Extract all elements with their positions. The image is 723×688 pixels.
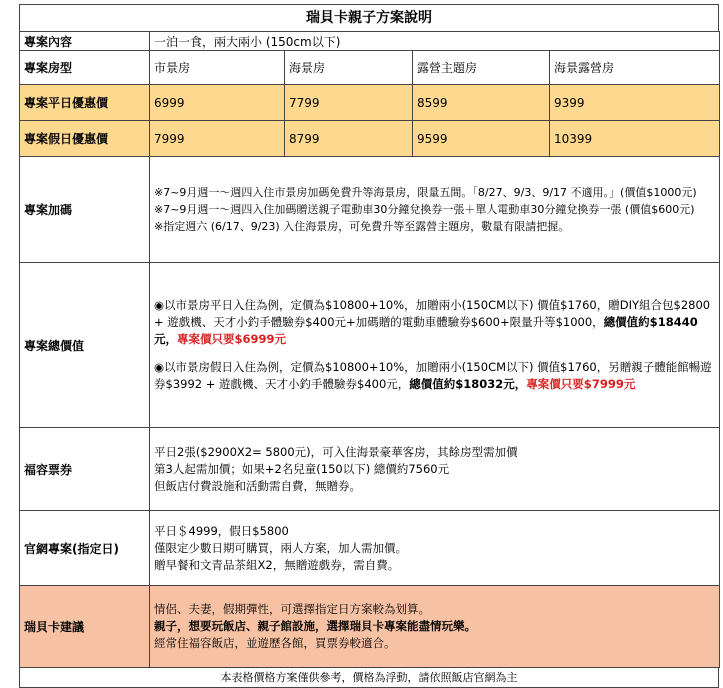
room-type-sea: 海景房 [285, 51, 413, 85]
coupon-row [20, 428, 720, 511]
room-label: 專案房型 [20, 51, 150, 85]
advice-line-2: 親子，想要玩飯店、親子館設施，選擇瑞貝卡專案能盡情玩樂。 [154, 619, 476, 633]
content-label: 專案內容 [20, 32, 150, 51]
holiday-price-city: 7999 [150, 121, 285, 157]
addon-details [150, 157, 720, 263]
sheet-title: 瑞貝卡親子方案說明 [19, 4, 719, 31]
official-plan-label: 官網專案(指定日) [20, 511, 150, 586]
total-weekday-paragraph [154, 297, 715, 348]
weekday-price-row [20, 85, 720, 121]
holiday-price-camping: 9599 [413, 121, 550, 157]
content-row [20, 32, 720, 51]
addon-row [20, 157, 720, 263]
room-type-city: 市景房 [150, 51, 285, 85]
addon-line-3: ※指定週六 (6/17、9/23) 入住海景房，可免費升等至露營主題房，數量有限請把握。 [154, 220, 570, 233]
total-weekday-text: ◉以市景房平日入住為例，定價為$10800+10%，加贈兩小(150CM以下) 價值$1760，贈DIY組合包$2800 + 遊戲機、天才小釣手體驗券$400元+加碼贈的電動車體驗券$600+限量升等$1000， [154, 298, 711, 329]
official-line-1: 平日＄4999，假日$5800 [154, 523, 289, 538]
total-holiday-price: 專案價只要$7999元 [526, 377, 636, 391]
advice-line-3: 經常住福容飯店，並遊歷各館，買票券較適合。 [154, 636, 396, 650]
disclaimer-footer: 本表格價格方案僅供參考，價格為浮動，請依照飯店官網為主 [19, 668, 719, 688]
advice-row [20, 586, 720, 668]
plan-table [19, 31, 720, 668]
coupon-line-2: 第3人起需加價；如果+2名兒童(150以下) 總價約7560元 [154, 461, 450, 476]
coupon-details [150, 428, 720, 511]
total-value-label: 專案總價值 [20, 263, 150, 428]
addon-line-1: ※7~9月週一～週四入住市景房加碼免費升等海景房，限量五間。「8/27、9/3、9/17 不適用。」(價值$1000元) [154, 186, 697, 199]
plan-comparison-sheet [19, 4, 719, 688]
coupon-label: 福容票券 [20, 428, 150, 511]
total-holiday-paragraph [154, 359, 715, 393]
room-type-camping: 露營主題房 [413, 51, 550, 85]
advice-details [150, 586, 720, 668]
room-row [20, 51, 720, 85]
holiday-price-row [20, 121, 720, 157]
weekday-price-camping: 8599 [413, 85, 550, 121]
total-value-row [20, 263, 720, 428]
addon-label: 專案加碼 [20, 157, 150, 263]
total-weekday-price: 專案價只要$6999元 [177, 332, 287, 346]
official-plan-details [150, 511, 720, 586]
total-holiday-text: ◉以市景房假日入住為例，定價為$10800+10%，加贈兩小(150CM以下) 價值$1760，另贈親子體能館暢遊券$3992 + 遊戲機、天才小釣手體驗券$400元， [154, 360, 712, 391]
holiday-price-sea-camping: 10399 [550, 121, 720, 157]
weekday-price-sea: 7799 [285, 85, 413, 121]
official-line-2: 僅限定少數日期可購買，兩人方案，加人需加價。 [154, 540, 407, 555]
coupon-line-3: 但飯店付費設施和活動需自費，無贈券。 [154, 478, 361, 493]
official-line-3: 贈早餐和文青品茶組X2，無贈遊戲券，需自費。 [154, 557, 400, 572]
total-value-details [150, 263, 720, 428]
weekday-price-city: 6999 [150, 85, 285, 121]
official-plan-row [20, 511, 720, 586]
holiday-price-sea: 8799 [285, 121, 413, 157]
advice-label: 瑞貝卡建議 [20, 586, 150, 668]
weekday-price-label: 專案平日優惠價 [20, 85, 150, 121]
total-weekday-value: 總價值約$18440元， [154, 315, 698, 346]
total-holiday-value: 總價值約$18032元， [409, 377, 527, 391]
advice-line-1: 情侶、夫妻，假期彈性，可選擇指定日方案較為划算。 [154, 602, 430, 616]
holiday-price-label: 專案假日優惠價 [20, 121, 150, 157]
coupon-line-1: 平日2張($2900X2= 5800元)，可入住海景豪華客房，其餘房型需加價 [154, 444, 518, 459]
addon-line-2: ※7~9月週一～週四入住加碼贈送親子電動車30分鐘兌換券一張＋單人電動車30分鐘兌換券一張 (價值$600元) [154, 203, 695, 216]
weekday-price-sea-camping: 9399 [550, 85, 720, 121]
content-value: 一泊一食，兩大兩小 (150cm以下) [150, 32, 720, 51]
room-type-sea-camping: 海景露營房 [550, 51, 720, 85]
